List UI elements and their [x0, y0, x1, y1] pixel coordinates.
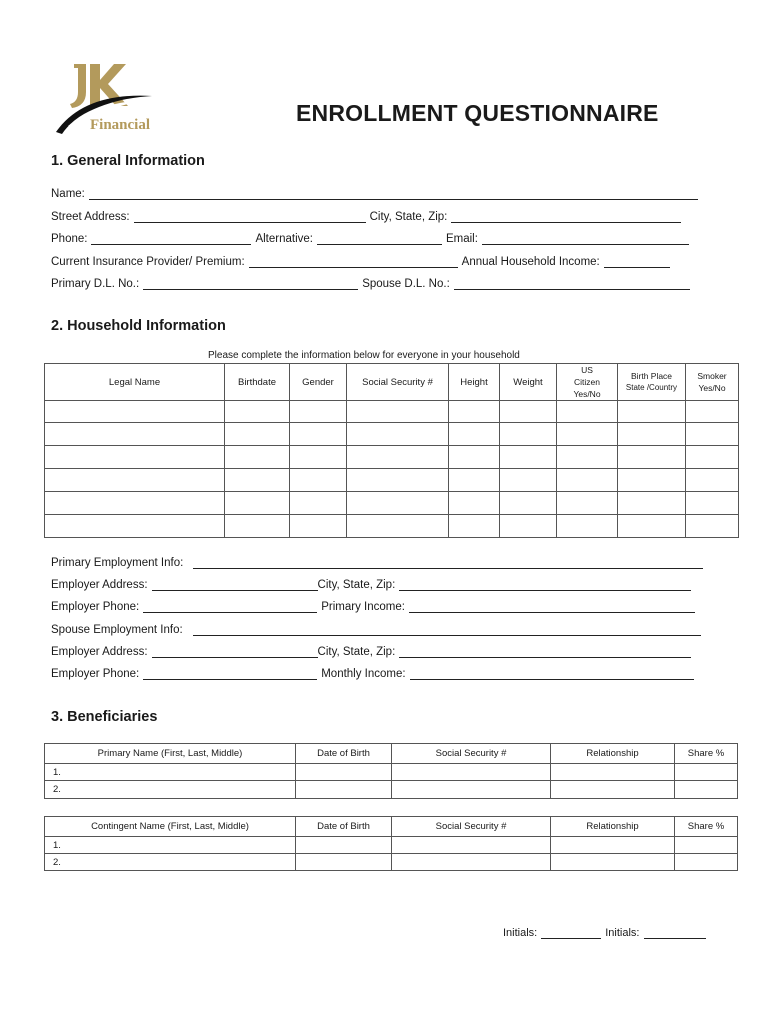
row-number: 2. [45, 854, 296, 871]
col-ssn: Social Security # [347, 364, 449, 401]
primary-employment-label: Primary Employment Info: [51, 557, 184, 569]
spouse-employment-field[interactable] [193, 624, 701, 636]
email-label: Email: [445, 233, 478, 245]
col-smoker [686, 364, 739, 401]
phone-row [51, 233, 693, 245]
household-row[interactable] [45, 401, 739, 423]
table-row[interactable] [45, 854, 738, 871]
col-height: Height [449, 364, 500, 401]
monthly-income-label: Monthly Income: [321, 668, 406, 680]
contingent-beneficiaries-table [44, 816, 738, 871]
household-row[interactable] [45, 446, 739, 469]
spouse-employer-address-row [51, 646, 695, 658]
table-row[interactable] [45, 837, 738, 854]
household-caption: Please complete the information below for everyone in your household [208, 350, 520, 361]
initials-label-1: Initials: [503, 927, 538, 939]
col-us-citizen [557, 364, 618, 401]
col-date-of-birth: Date of Birth [296, 817, 392, 837]
initials-field-1[interactable] [541, 927, 601, 939]
col-contingent-name: Contingent Name (First, Last, Middle) [45, 817, 296, 837]
household-table [44, 363, 739, 538]
primary-employment-field[interactable] [193, 557, 703, 569]
household-row[interactable] [45, 492, 739, 515]
dl-row [51, 278, 694, 290]
household-row[interactable] [45, 423, 739, 446]
city-state-zip-label: City, State, Zip: [369, 211, 448, 223]
col-us-citizen-line1: US [581, 365, 593, 375]
primary-dl-label: Primary D.L. No.: [51, 278, 140, 290]
household-header-row [45, 364, 739, 401]
table-row[interactable] [45, 764, 738, 781]
col-legal-name: Legal Name [45, 364, 225, 401]
col-weight: Weight [500, 364, 557, 401]
provider-row [51, 256, 674, 268]
col-birthdate: Birthdate [225, 364, 290, 401]
spouse-employer-city-field[interactable] [399, 646, 691, 658]
primary-income-field[interactable] [409, 601, 695, 613]
row-number: 1. [45, 837, 296, 854]
household-row[interactable] [45, 469, 739, 492]
street-address-label: Street Address: [51, 211, 130, 223]
col-date-of-birth: Date of Birth [296, 744, 392, 764]
logo-j-shape [70, 64, 86, 108]
name-label: Name: [51, 188, 85, 200]
row-number: 2. [45, 781, 296, 799]
col-social-security: Social Security # [392, 744, 551, 764]
spouse-employer-address-field[interactable] [152, 646, 318, 658]
primary-employer-phone-row [51, 601, 699, 613]
employer-phone-label: Employer Phone: [51, 601, 140, 613]
general-info-heading: 1. General Information [51, 153, 205, 169]
col-birth-place [618, 364, 686, 401]
contingent-beneficiaries-header [45, 817, 738, 837]
col-social-security: Social Security # [392, 817, 551, 837]
col-smoker-line1: Smoker [697, 371, 727, 381]
employer-city-label: City, State, Zip: [317, 579, 396, 591]
name-field[interactable] [89, 188, 698, 200]
monthly-income-field[interactable] [410, 668, 694, 680]
row-number: 1. [45, 764, 296, 781]
primary-employer-address-field[interactable] [152, 579, 318, 591]
household-info-heading: 2. Household Information [51, 318, 226, 334]
col-birth-place-line1: Birth Place [630, 371, 673, 381]
jk-financial-logo [54, 62, 164, 134]
initials-row [503, 927, 710, 939]
household-row[interactable] [45, 515, 739, 538]
page-title: ENROLLMENT QUESTIONNAIRE [296, 100, 659, 126]
col-primary-name: Primary Name (First, Last, Middle) [45, 744, 296, 764]
col-relationship: Relationship [551, 744, 675, 764]
logo-wordmark: Financial [90, 117, 151, 133]
col-smoker-line2: Yes/No [698, 383, 726, 393]
initials-field-2[interactable] [644, 927, 706, 939]
spouse-employer-address-label: Employer Address: [51, 646, 148, 658]
table-row[interactable] [45, 781, 738, 799]
street-row [51, 211, 685, 223]
primary-beneficiaries-header [45, 744, 738, 764]
spouse-employer-city-label: City, State, Zip: [317, 646, 396, 658]
beneficiaries-heading: 3. Beneficiaries [51, 709, 158, 725]
col-us-citizen-line2: Citizen [574, 377, 600, 387]
primary-employer-city-field[interactable] [399, 579, 691, 591]
insurance-provider-label: Current Insurance Provider/ Premium: [51, 256, 245, 268]
street-address-field[interactable] [134, 211, 366, 223]
alternative-phone-field[interactable] [317, 233, 442, 245]
household-income-label: Annual Household Income: [461, 256, 600, 268]
primary-income-label: Primary Income: [321, 601, 405, 613]
spouse-employer-phone-row [51, 668, 698, 680]
city-state-zip-field[interactable] [451, 211, 681, 223]
spouse-dl-label: Spouse D.L. No.: [362, 278, 450, 290]
col-share: Share % [675, 817, 738, 837]
col-birth-place-line2: State /Country [625, 383, 678, 392]
primary-dl-field[interactable] [143, 278, 358, 290]
spouse-dl-field[interactable] [454, 278, 690, 290]
col-us-citizen-line3: Yes/No [573, 389, 601, 399]
logo-monogram: JK [54, 62, 56, 63]
spouse-employment-row [51, 624, 705, 636]
employer-address-label: Employer Address: [51, 579, 148, 591]
initials-label-2: Initials: [605, 927, 640, 939]
phone-label: Phone: [51, 233, 88, 245]
primary-employer-phone-field[interactable] [143, 601, 317, 613]
phone-field[interactable] [91, 233, 251, 245]
spouse-employer-phone-field[interactable] [143, 668, 317, 680]
primary-employment-row [51, 557, 707, 569]
alternative-label: Alternative: [255, 233, 313, 245]
primary-employer-address-row [51, 579, 695, 591]
spouse-employer-phone-label: Employer Phone: [51, 668, 140, 680]
col-gender: Gender [290, 364, 347, 401]
logo-graphic [54, 62, 164, 134]
col-relationship: Relationship [551, 817, 675, 837]
email-field[interactable] [482, 233, 689, 245]
col-share: Share % [675, 744, 738, 764]
primary-beneficiaries-table [44, 743, 738, 799]
spouse-employment-label: Spouse Employment Info: [51, 624, 183, 636]
name-row [51, 188, 702, 200]
insurance-provider-field[interactable] [249, 256, 458, 268]
household-income-field[interactable] [604, 256, 670, 268]
